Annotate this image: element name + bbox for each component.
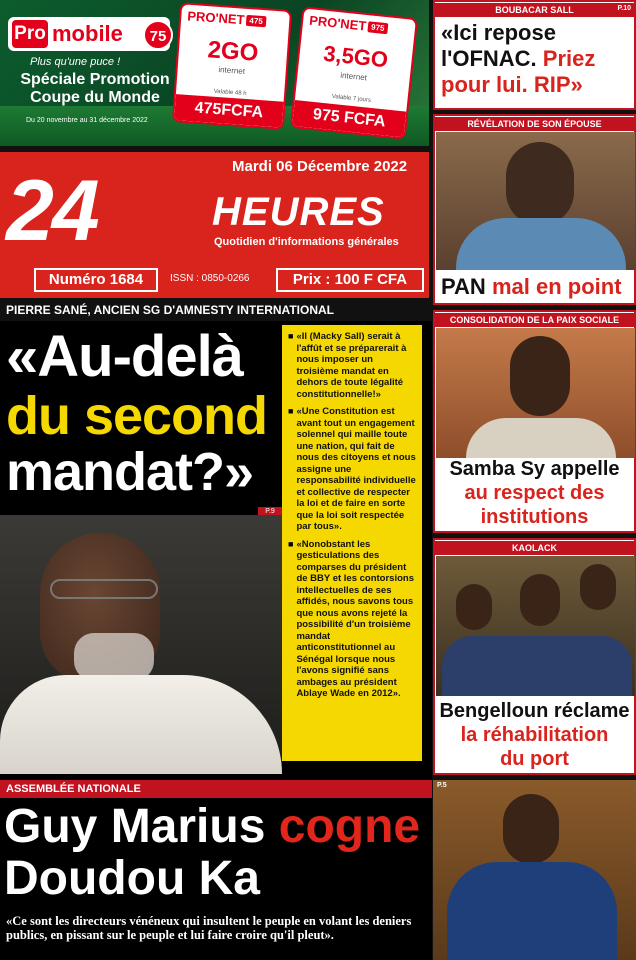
- offer-name: PRO'NET: [186, 8, 246, 28]
- ad-brand-mobile: mobile: [52, 21, 123, 46]
- logo-number: 24: [6, 163, 98, 259]
- photo-head: [506, 142, 574, 226]
- tagline: Quotidien d'informations générales: [214, 236, 399, 248]
- offer-code: 475: [246, 14, 266, 26]
- ad-brand-pro: Pro: [12, 20, 48, 48]
- photo-head-left: [456, 584, 492, 630]
- teaser-boubacar-sall[interactable]: [433, 0, 636, 110]
- teaser-pan[interactable]: [433, 114, 636, 305]
- teaser-line3: du port: [500, 748, 569, 770]
- offer-price: 475FCFA: [174, 94, 284, 127]
- teaser-bengelloun[interactable]: [433, 538, 636, 775]
- ad-offer-card-1: [172, 2, 292, 130]
- lead-quote-item: ■ «Il (Macky Sall) serait à l'affût et se préparerait à nous imposer un troisième mandat en dehors de toute légalité constitutionnelle!»: [288, 331, 416, 400]
- lead-quote-item: ■ «Nonobstant les gesticulations des comparses du président de BBY et les contorsions intellectuelles de ses affidés, nous savons tous que nous avons rejeté la possibilité d'un troisième mandat anticonstitutionnel au Sénégal lorsque nous l'avons signifié sans ambages au président Ablaye Wade en 2012».: [288, 538, 414, 699]
- issue-number: Numéro 1684: [34, 268, 158, 292]
- photo-shirt: [466, 418, 616, 458]
- offer-amount: 3,5GO: [322, 40, 390, 73]
- teaser-line1: «Ici repose: [441, 20, 556, 45]
- lead-headline-line2: du second: [6, 386, 268, 446]
- teaser-line3: institutions: [480, 506, 589, 528]
- offer-price: 975 FCFA: [292, 100, 406, 138]
- photo-suits: [442, 636, 632, 696]
- teaser-line2: au respect des: [464, 482, 605, 504]
- lead-photo: [0, 515, 282, 774]
- portrait-shirt: [0, 675, 282, 774]
- offer-amount: 2GO: [206, 36, 260, 67]
- lead-quote-text: «Une Constitution est avant tout un engagement solennel qui maille toute une nation, qui fait de nous des citoyens et nous assigne une responsabilité individuelle et collective de respecter la loi et de faire en sorte que la loi soit respectée par tous».: [296, 406, 416, 532]
- teaser-line2a: l'OFNAC.: [441, 46, 537, 71]
- teaser-head-black: PAN: [441, 274, 486, 299]
- cover-price: Prix : 100 F CFA: [276, 268, 424, 292]
- lead-page-ref: P.9: [258, 507, 282, 517]
- teaser-page-ref: P.10: [617, 5, 631, 12]
- photo-head-right: [580, 564, 616, 610]
- teaser-line2b: Priez: [542, 46, 596, 71]
- offer-validity: Valable 7 jours: [331, 93, 372, 104]
- teaser-tag: BOUBACAR SALL: [435, 3, 634, 17]
- secondary-headline-line2: Doudou Ka: [4, 852, 260, 905]
- secondary-headline-line1: [4, 802, 420, 852]
- offer-unit: internet: [218, 65, 246, 76]
- headline-name: Guy Marius: [4, 800, 266, 853]
- lead-headline-line3: mandat?»: [6, 442, 254, 502]
- photo-outfit: [447, 862, 617, 960]
- portrait-beard: [74, 633, 154, 681]
- offer-code: 975: [368, 21, 388, 34]
- ad-offer-card-2: [290, 6, 418, 139]
- secondary-kicker: ASSEMBLÉE NATIONALE: [0, 780, 432, 798]
- teaser-line3: pour lui. RIP»: [441, 72, 583, 97]
- offer-unit: internet: [339, 70, 368, 83]
- lead-quote-item: ■ «Une Constitution est avant tout un engagement solennel qui maille toute une nation, qui fait de nous des citoyens et nous assigne une responsabilité individuelle et collective de respecter la loi et de faire en sorte que la loi soit respectée par tous».: [288, 406, 416, 532]
- logo-word: HEURES: [212, 190, 385, 234]
- teaser-tag: KAOLACK: [435, 541, 634, 555]
- lead-quote-text: «Il (Macky Sall) serait à l'affût et se préparerait à nous imposer un troisième mandat en dehors de toute légalité constitutionnelle!»: [296, 331, 407, 400]
- teaser-head-red: mal en point: [491, 274, 622, 299]
- photo-shirt: [456, 218, 626, 270]
- offer-validity: Valable 48 h: [213, 88, 247, 98]
- ad-badge: 75: [143, 20, 173, 50]
- photo-head: [503, 794, 559, 864]
- teaser-line2: [441, 46, 595, 72]
- teaser-line2: la réhabilitation: [460, 724, 609, 746]
- secondary-story: [0, 774, 432, 960]
- teaser-tag: CONSOLIDATION DE LA PAIX SOCIALE: [435, 313, 634, 327]
- teaser-line1: Samba Sy appelle: [449, 458, 620, 480]
- teaser-photo: [436, 556, 635, 696]
- secondary-photo: [433, 780, 636, 960]
- lead-quote-text: «Nonobstant les gesticulations des comparses du président de BBY et les contorsions intellectuelles de ses affidés, nous savons tous que nous avons rejeté la possibilité d'un troisième mandat anticonstitutionnel au Sénégal lorsque nous l'avons signifié sans ambages au président Ablaye Wade en 2012».: [296, 538, 414, 699]
- teaser-line1: Bengelloun réclame: [439, 700, 630, 722]
- teaser-headline: [441, 274, 622, 300]
- issn: ISSN : 0850-0266: [170, 273, 250, 284]
- teaser-samba-sy[interactable]: [433, 310, 636, 533]
- headline-verb: cogne: [278, 800, 421, 853]
- lead-story: [0, 299, 432, 774]
- ad-subtitle: Plus qu'une puce !: [30, 56, 121, 68]
- lead-headline-line1: «Au-delà: [6, 324, 243, 389]
- offer-name: PRO'NET: [308, 12, 368, 34]
- secondary-quote: «Ce sont les directeurs vénéneux qui insultent le peuple en volant les deniers publics, en pissant sur le peuple et lui faire croire qu'il pleut».: [6, 914, 412, 942]
- photo-head-center: [520, 574, 560, 626]
- ad-promo-text: Spéciale Promotion Coupe du Monde: [20, 71, 170, 106]
- secondary-page-ref: P.5: [437, 782, 447, 789]
- mobile-ad-banner: [0, 0, 429, 146]
- lead-quotes-box: [282, 325, 422, 761]
- lead-kicker: PIERRE SANÉ, ANCIEN SG D'AMNESTY INTERNATIONAL: [0, 299, 432, 321]
- teaser-photo: [436, 132, 635, 270]
- photo-head: [510, 336, 570, 416]
- teaser-tag: RÉVÉLATION DE SON ÉPOUSE: [435, 117, 634, 131]
- issue-date: Mardi 06 Décembre 2022: [232, 158, 408, 175]
- teaser-photo: [436, 328, 635, 458]
- portrait-glasses: [50, 579, 158, 599]
- ad-dates: Du 20 novembre au 31 décembre 2022: [26, 117, 148, 124]
